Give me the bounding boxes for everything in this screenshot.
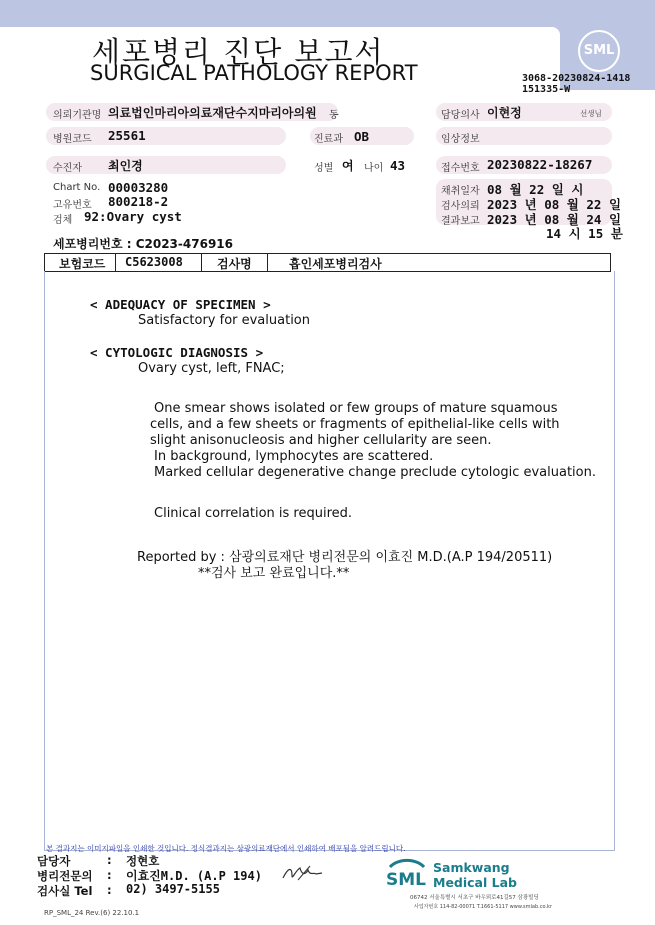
pathologist-colon: : <box>107 868 112 882</box>
report-complete-note: **검사 보고 완료입니다.** <box>198 566 350 581</box>
request-date-label: 검사의뢰 <box>441 201 480 212</box>
description-line-5: Marked cellular degenerative change preclude cytologic evaluation. <box>154 465 596 480</box>
lab-tel-colon: : <box>107 883 112 897</box>
age-value: 43 <box>390 158 406 173</box>
report-date-label: 결과보고 <box>441 216 480 227</box>
lab-tel-value: 02) 3497-5155 <box>126 882 220 896</box>
diagnosis-text: Ovary cyst, left, FNAC; <box>138 361 285 376</box>
manager-label: 담당자 <box>37 854 71 868</box>
unique-no-value: 800218-2 <box>108 194 169 209</box>
document-number-suffix: 151335-W <box>522 84 571 95</box>
hospital-code-value: 25561 <box>108 128 146 143</box>
doctor-suffix: 선생님 <box>580 109 602 118</box>
company-name-line2: Medical Lab <box>433 875 517 890</box>
diagnosis-heading: < CYTOLOGIC DIAGNOSIS > <box>90 345 264 360</box>
sml-logo: SML <box>578 30 620 72</box>
company-logo-mark <box>384 857 428 893</box>
receipt-no-value: 20230822-18267 <box>487 157 593 172</box>
test-name-label: 검사명 <box>217 257 252 271</box>
company-logo-text: SML <box>386 870 426 890</box>
name-pill <box>46 156 286 174</box>
company-name-line1: Samkwang <box>433 860 510 875</box>
sex-label: 성별 <box>314 163 334 174</box>
adequacy-heading: < ADEQUACY OF SPECIMEN > <box>90 297 271 312</box>
signature-image <box>280 862 326 884</box>
unique-no-label: 고유번호 <box>53 200 92 211</box>
request-date-value: 2023 년 08 월 22 일 <box>487 197 622 212</box>
cytology-number: 세포병리번호 : C2023-476916 <box>53 237 233 251</box>
lab-tel-label: 검사실 Tel <box>37 884 93 898</box>
collect-date-label: 채취일자 <box>441 186 480 197</box>
report-date-value: 2023 년 08 월 24 일 <box>487 212 622 227</box>
insurance-code-value-cell <box>115 254 202 271</box>
test-name-value: 흡인세포병리검사 <box>289 257 382 271</box>
test-name-label-cell <box>201 254 268 271</box>
insurance-code-label-cell <box>45 254 116 271</box>
dept-value: OB <box>354 129 370 144</box>
report-title-korean: 세포병리 진단 보고서 <box>92 35 385 69</box>
reported-by: Reported by : 삼광의료재단 병리전문의 이효진 M.D.(A.P 194/20511) <box>137 550 553 565</box>
dept-label: 진료과 <box>314 134 343 145</box>
receipt-no-label: 접수번호 <box>441 163 480 174</box>
insurance-code-label: 보험코드 <box>59 257 106 271</box>
collect-date-value: 08 월 22 일 시 <box>487 182 584 197</box>
report-title-english: SURGICAL PATHOLOGY REPORT <box>90 61 418 85</box>
institution-label: 의뢰기관명 <box>53 110 102 121</box>
clinical-correlation-note: Clinical correlation is required. <box>154 506 353 521</box>
manager-colon: : <box>107 853 112 867</box>
patient-name-value: 최인경 <box>108 159 143 173</box>
doctor-value: 이현정 <box>487 106 522 120</box>
hospital-code-label: 병원코드 <box>53 134 92 145</box>
clinical-info-label: 임상정보 <box>441 134 480 145</box>
company-business-number: 사업자번호 114-82-00071 T.1661-5117 www.smlab.co.kr <box>414 904 552 910</box>
pathologist-value: 이효진M.D. (A.P 194) <box>126 869 262 883</box>
chart-no-label: Chart No. <box>53 182 101 193</box>
insurance-code-value: C5623008 <box>125 255 183 269</box>
document-number: 3068-20230824-1418 <box>522 73 631 84</box>
description-line-3: slight anisonucleosis and higher cellularity are seen. <box>150 433 492 448</box>
description-line-1: One smear shows isolated or few groups of mature squamous <box>154 401 558 416</box>
patient-name-label: 수진자 <box>53 163 82 174</box>
manager-value: 정현호 <box>126 854 160 868</box>
description-line-2: cells, and a few sheets or fragments of epithelial-like cells with <box>150 417 560 432</box>
print-notice: 본 결과지는 이미지파일을 인쇄한 것입니다. 정식결과지는 삼광의료재단에서 인쇄하여 배포됨을 알려드립니다. <box>46 844 406 853</box>
test-info-table <box>44 253 611 272</box>
specimen-value: 92:Ovary cyst <box>84 209 182 224</box>
doctor-label: 담당의사 <box>441 110 480 121</box>
institution-value: 의료법인마리아의료재단수지마리아의원 <box>108 106 317 120</box>
sex-value: 여 <box>342 159 354 173</box>
ward-label: 동 <box>329 110 339 121</box>
specimen-label: 검체 <box>53 215 73 226</box>
report-time-value: 14 시 15 분 <box>546 226 623 241</box>
form-code: RP_SML_24 Rev.(6) 22.10.1 <box>44 909 140 917</box>
pathologist-label: 병리전문의 <box>37 869 93 883</box>
company-address: 06742 서울특별시 서초구 바우뫼로41길57 삼광빌딩 <box>410 895 539 901</box>
age-label: 나이 <box>364 163 384 174</box>
description-line-4: In background, lymphocytes are scattered. <box>154 449 434 464</box>
chart-no-value: 00003280 <box>108 180 169 195</box>
adequacy-text: Satisfactory for evaluation <box>138 313 310 328</box>
